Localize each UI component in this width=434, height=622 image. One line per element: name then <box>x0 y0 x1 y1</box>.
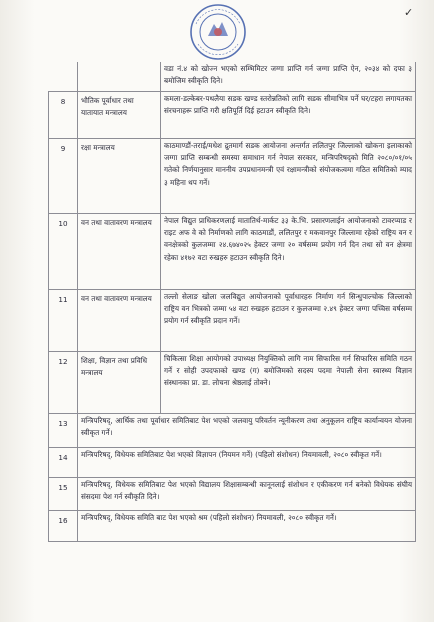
decision-cell: मन्त्रिपरिषद्, विधेयक समितिबाट पेश भएको विज्ञापन (नियमन गर्ने) (पहिलो संशोधन) नियमावली, २०८० स्वीकृत गर्ने। <box>78 447 416 477</box>
decision-cell: तल्लो सेलाङ खोला जलविद्युत आयोजनाको पूर्वाधारहरु निर्माण गर्न सिन्धुपाल्चोक जिल्लाको राष्ट्रिय वन भित्रको जम्मा ५४ वटा रुखहरु हटाउन र कुलजम्मा २.४९ हेक्टर जग्गा पच्चिस वर्षसम्म प्रयोग गर्न स्वीकृति प्रदान गर्ने। <box>161 289 416 351</box>
ministry-cell: वन तथा वातावरण मन्त्रालय <box>78 289 161 351</box>
decisions-table <box>48 62 416 542</box>
ministry-cell: वन तथा वातावरण मन्त्रालय <box>78 213 161 289</box>
row-number: 8 <box>49 91 78 138</box>
table-row <box>49 477 416 510</box>
row-number: 16 <box>49 510 78 541</box>
row-number: 11 <box>49 289 78 351</box>
row-number: 14 <box>49 447 78 477</box>
table-row <box>49 138 416 213</box>
ministry-cell: भौतिक पूर्वाधार तथा यातायात मन्त्रालय <box>78 91 161 138</box>
decision-cell: मन्त्रिपरिषद्, आर्थिक तथा पूर्वाधार समितिबाट पेश भएको जलवायु परिवर्तन न्यूनीकरण तथा अनुकूलन राष्ट्रिय कार्यान्वयन योजना स्वीकृत गर्ने। <box>78 413 416 447</box>
table-row <box>49 91 416 138</box>
row-number: 9 <box>49 138 78 213</box>
table-row <box>49 447 416 477</box>
row-number: 12 <box>49 351 78 413</box>
table-row <box>49 62 416 91</box>
decision-cell: वडा नं.४ को खोज्न भएको सम्भिमिटर जग्गा प्राप्ति गर्न जग्गा प्राप्ति ऐन, २०३४ को दफा ३ बमोजिम स्वीकृति दिने। <box>161 62 416 91</box>
ministry-cell: शिक्षा, विज्ञान तथा प्रविधि मन्त्रालय <box>78 351 161 413</box>
decision-cell: मन्त्रिपरिषद्, विधेयक समितिबाट पेश भएको विद्यालय शिक्षासम्बन्धी कानूनलाई संशोधन र एकीकरण गर्न बनेको विधेयक संघीय संसदमा पेश गर्न स्वीकृति दिने। <box>78 477 416 510</box>
ministry-cell <box>78 62 161 91</box>
government-seal-icon <box>186 2 250 66</box>
table-row <box>49 289 416 351</box>
decision-cell: काठमाण्डौं-तराई/मधेश द्रुतमार्ग सडक आयोजना अन्तर्गत ललितपुर जिल्लाको खोकना इलाकाको जग्गा प्राप्ति सम्बन्धी समस्या समाधान गर्न नेपाल सरकार, मन्त्रिपरिषद्को मिति २०८०/०१/०५ गतेको निर्णयानुसार माननीय उपप्रधानमन्त्री एवं रक्षामन्त्रीको संयोजकत्वमा गठित समितिको म्याद ३ महिना थप गर्ने। <box>161 138 416 213</box>
table-row <box>49 413 416 447</box>
decision-cell: चिकित्सा शिक्षा आयोगको उपाध्यक्ष नियुक्तिको लागि नाम सिफारिस गर्न सिफारिस समिति गठन गर्ने र सोही उपदफाको खण्ड (ग) बमोजिमको सदस्य पदमा नेपाली सेना स्वास्थ्य विज्ञान संस्थानका प्रा. डा. लोचना श्रेष्ठलाई तोक्ने। <box>161 351 416 413</box>
table-row <box>49 351 416 413</box>
decision-cell: मन्त्रिपरिषद्, विधेयक समिति बाट पेश भएको श्रम (पहिलो संशोधन) नियमावली, २०८० स्वीकृत गर्ने। <box>78 510 416 541</box>
table-row <box>49 510 416 541</box>
row-number: 13 <box>49 413 78 447</box>
decision-cell: कमला-डल्केबर-पथलैया सडक खण्ड स्तरोन्नतिको लागि सडक सीमाभित्र पर्ने घर/टहरा लगायतका संरचनाहरू प्राप्ति गरी क्षतिपूर्ति दिई हटाउन स्वीकृति दिने। <box>161 91 416 138</box>
ministry-cell: रक्षा मन्त्रालय <box>78 138 161 213</box>
decision-cell: नेपाल विद्युत प्राधिकरणलाई मातातिर्थ-मार्कट ३३ के.भि. प्रसारणलाईन आयोजनाको टावरप्याड र राइट अफ वे को निर्माणको लागि काठमाडौं, ललितपुर र मकवानपुर जिल्लामा रहेको राष्ट्रिय वन र वनक्षेत्रको कुलजम्मा २४.६७४०२५ हेक्टर जग्गा २० वर्षसम्म प्रयोग गर्न दिन तथा सो वन क्षेत्रमा रहेका ४१७२ वटा रुखहरु हटाउन स्वीकृति दिने। <box>161 213 416 289</box>
row-number: 15 <box>49 477 78 510</box>
table-row <box>49 213 416 289</box>
row-number <box>49 62 78 91</box>
check-mark: ✓ <box>404 6 414 19</box>
row-number: 10 <box>49 213 78 289</box>
